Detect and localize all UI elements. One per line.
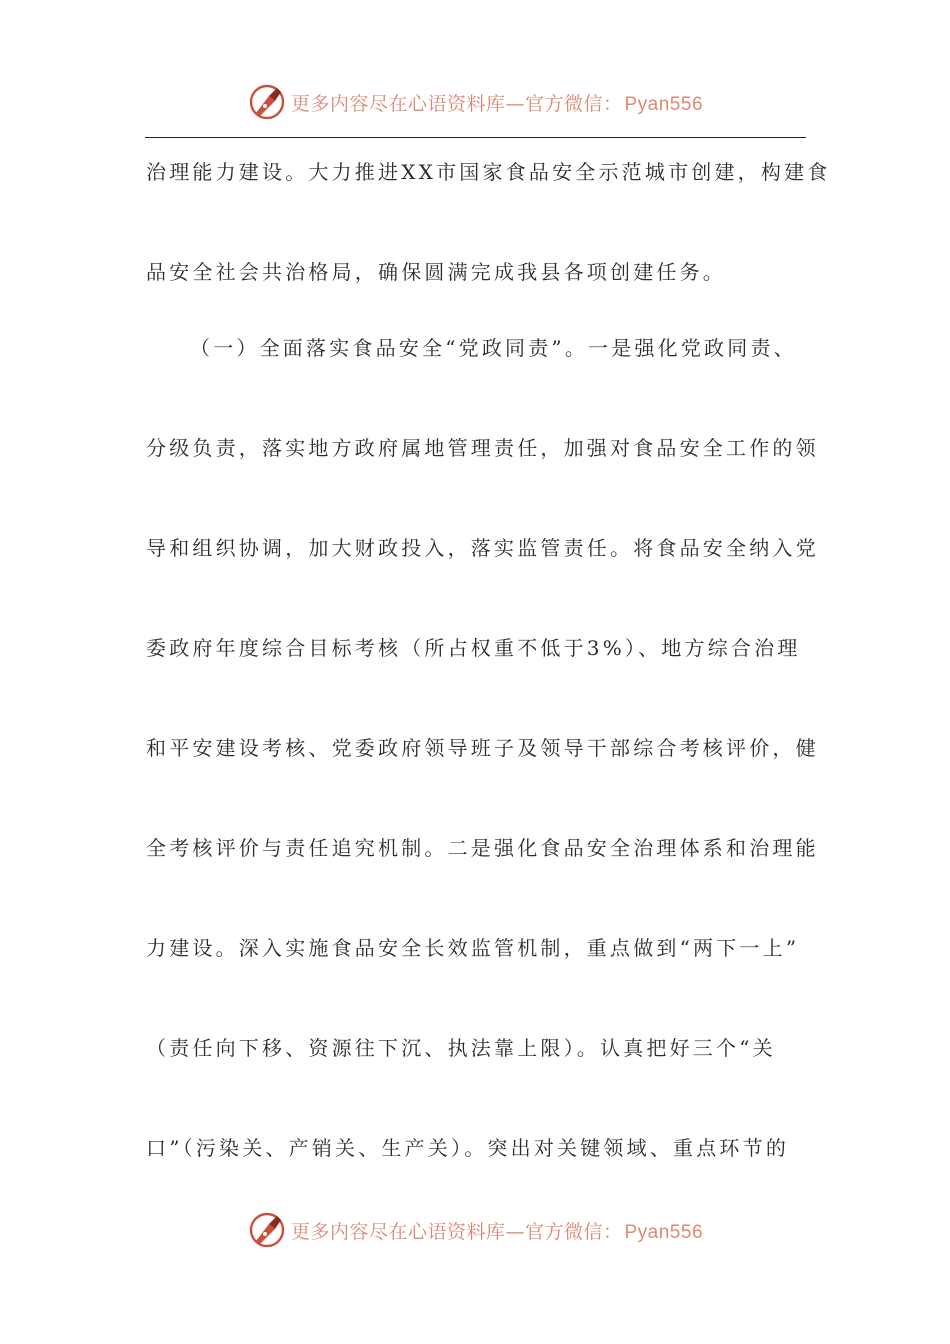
text-line-7: 和平安建设考核、党委政府领导班子及领导干部综合考核评价，健	[146, 736, 819, 760]
text-line-3: （一）全面落实食品安全“党政同责”。一是强化党政同责、	[190, 336, 797, 360]
text-line-9: 力建设。深入实施食品安全长效监管机制，重点做到“两下一上”	[146, 936, 800, 960]
pen-nib-logo-icon	[247, 1210, 287, 1250]
text-line-2: 品安全社会共治格局，确保圆满完成我县各项创建任务。	[146, 260, 726, 284]
page-footer	[0, 1208, 950, 1252]
footer-banner-text: 更多内容尽在心语资料库—官方微信：	[290, 1220, 623, 1243]
pen-nib-logo-icon	[247, 82, 287, 122]
page-header	[0, 80, 950, 124]
text-line-11: 口”（污染关、产销关、生产关）。突出对关键领域、重点环节的	[146, 1136, 790, 1160]
header-divider	[145, 137, 806, 138]
document-body	[146, 140, 831, 1216]
header-banner	[291, 89, 703, 116]
text-line-8: 全考核评价与责任追究机制。二是强化食品安全治理体系和治理能	[146, 836, 819, 860]
text-line-1: 治理能力建设。大力推进XX市国家食品安全示范城市创建，构建食	[146, 160, 831, 184]
text-line-5: 导和组织协调，加大财政投入，落实监管责任。将食品安全纳入党	[146, 536, 819, 560]
text-line-6: 委政府年度综合目标考核（所占权重不低于3%）、地方综合治理	[146, 636, 801, 660]
footer-wechat-id: Pyan556	[624, 1221, 704, 1243]
text-line-10: （责任向下移、资源往下沉、执法靠上限）。认真把好三个“关	[146, 1036, 776, 1060]
footer-banner	[291, 1217, 703, 1244]
header-wechat-id: Pyan556	[624, 93, 704, 115]
text-line-4: 分级负责，落实地方政府属地管理责任，加强对食品安全工作的领	[146, 436, 819, 460]
header-banner-text: 更多内容尽在心语资料库—官方微信：	[290, 92, 623, 115]
